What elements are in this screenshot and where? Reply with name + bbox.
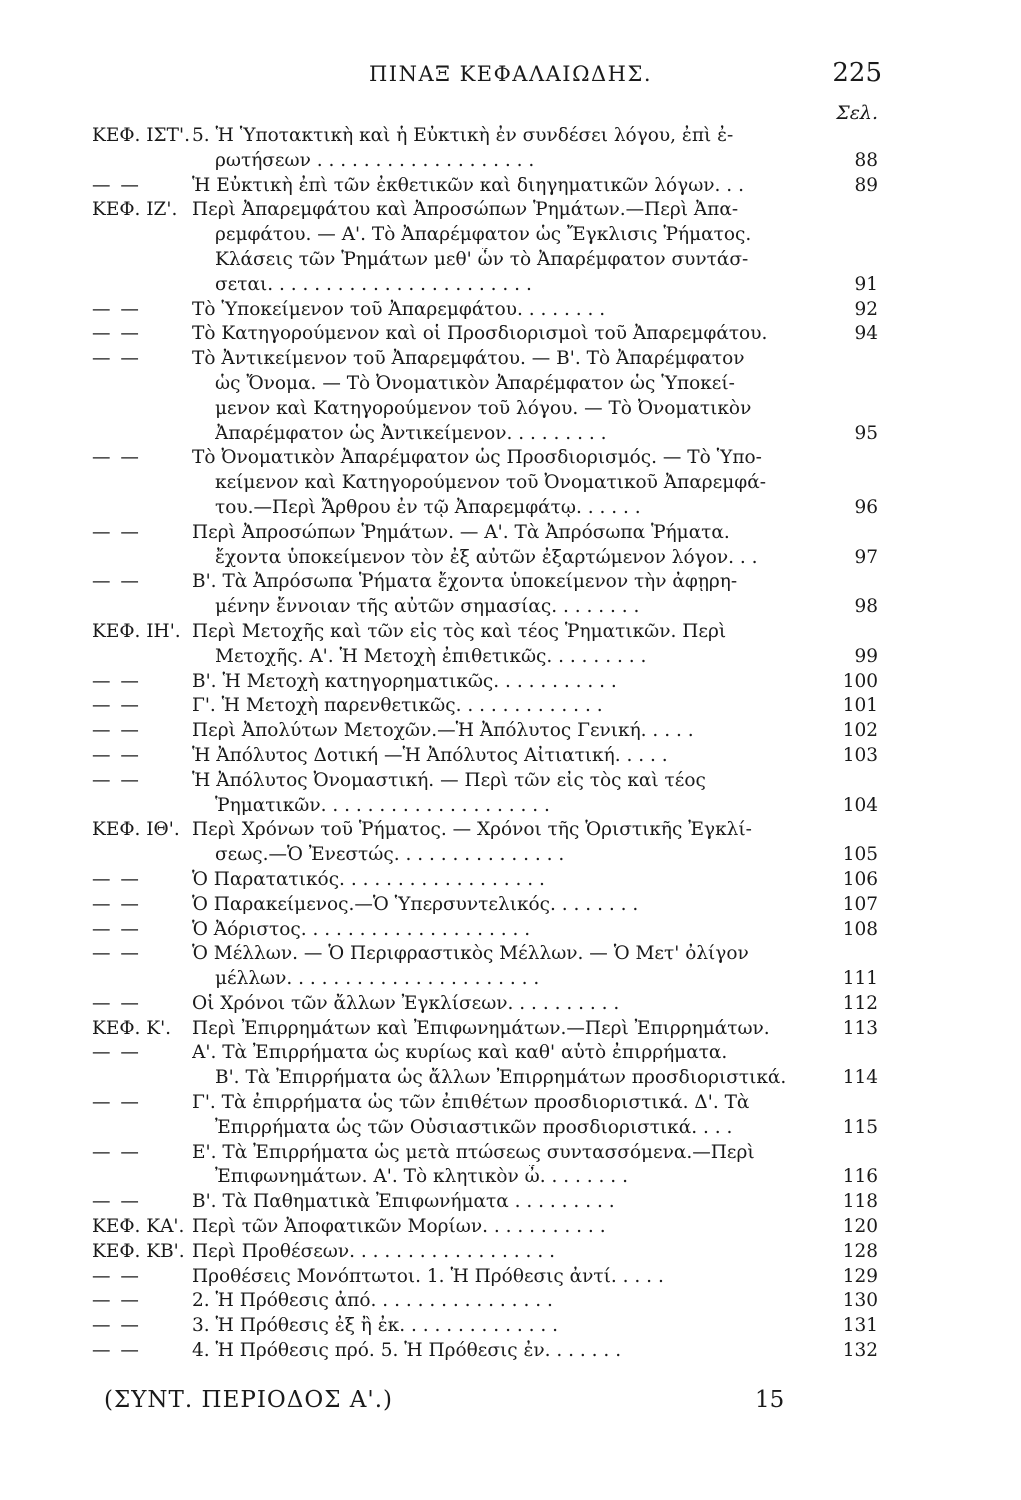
toc-line <box>0 198 1021 223</box>
toc-line <box>0 149 1021 174</box>
toc-entry-page: 116 <box>842 1166 878 1188</box>
toc-entry <box>0 521 1021 571</box>
toc-entry <box>0 347 1021 446</box>
toc-entry-text: 4. Ἡ Πρόθεσις πρό. 5. Ἡ Πρόθεσις ἐν. . . . . . . <box>192 1340 622 1362</box>
toc-entry-text: Γ'. Ἡ Μετοχὴ παρενθετικῶς. . . . . . . . . . . . . <box>192 695 603 717</box>
toc-entry-label: — — <box>92 918 141 940</box>
toc-line <box>0 422 1021 447</box>
toc-entry-text: Τὸ Ὀνοματικὸν Ἀπαρέμφατον ὡς Προσδιορισμός. — Τὸ Ὑπο- <box>192 447 762 469</box>
toc-entry-label: — — <box>92 695 141 717</box>
toc-line <box>0 1289 1021 1314</box>
toc-line <box>0 1017 1021 1042</box>
toc-line <box>0 769 1021 794</box>
toc-entry-text: Τὸ Κατηγορούμενον καὶ οἱ Προσδιορισμοὶ τοῦ Ἀπαρεμφάτου. <box>192 323 768 345</box>
toc-entry-text: Β'. Ἡ Μετοχὴ κατηγορηματικῶς. . . . . . . . . . . <box>192 670 617 692</box>
toc-entry-page: 106 <box>842 868 878 890</box>
toc-entry-page: 96 <box>854 496 878 518</box>
toc-entry-text: Περὶ Ἐπιρρημάτων καὶ Ἐπιφωνημάτων.—Περὶ Ἐπιρρημάτων. <box>192 1017 770 1039</box>
toc-entry <box>0 769 1021 819</box>
toc-entry-page: 95 <box>854 422 878 444</box>
toc-line <box>0 298 1021 323</box>
toc-entry <box>0 1314 1021 1339</box>
toc-entry-label: — — <box>92 1141 141 1163</box>
toc-entry-page: 88 <box>854 149 878 171</box>
toc-entry-page: 108 <box>842 918 878 940</box>
toc-entry-text: ρωτήσεων . . . . . . . . . . . . . . . . . . . <box>215 149 535 171</box>
toc-line <box>0 322 1021 347</box>
toc-entry-page: 103 <box>842 744 878 766</box>
toc-entry <box>0 198 1021 297</box>
toc-entry <box>0 1240 1021 1265</box>
toc-entry-text: Κλάσεις τῶν Ῥημάτων μεθ' ὧν τὸ Ἀπαρέμφατον συντάσ- <box>215 248 749 270</box>
toc-entry-label: — — <box>92 893 141 915</box>
toc-entry-label: — — <box>92 1092 141 1114</box>
toc-entry-label: ΚΕΦ. ΙΣΤ'. <box>92 125 190 146</box>
toc-line <box>0 1141 1021 1166</box>
toc-entry-text: Ἡ Ἀπόλυτος Δοτική —Ἡ Ἀπόλυτος Αἰτιατική. . . . . <box>192 744 668 766</box>
toc-entry-text: του.—Περὶ Ἄρθρου ἐν τῷ Ἀπαρεμφάτῳ. . . . . . <box>215 496 641 518</box>
toc-entry-text: Περὶ Προθέσεων. . . . . . . . . . . . . . . . . . <box>192 1240 555 1262</box>
toc-line <box>0 347 1021 372</box>
toc-line <box>0 670 1021 695</box>
toc-entry-text: κείμενον καὶ Κατηγορούμενον τοῦ Ὀνοματικοῦ Ἀπαρεμφά- <box>215 472 766 494</box>
toc-line <box>0 546 1021 571</box>
toc-line <box>0 248 1021 273</box>
toc-entry-page: 89 <box>854 174 878 196</box>
toc-entry-text: ἔχοντα ὑποκείμενον τὸν ἐξ αὐτῶν ἐξαρτώμενον λόγον. . . <box>215 546 758 568</box>
toc-entry-label: — — <box>92 769 141 791</box>
toc-entry-label: ΚΕΦ. ΙΖ'. <box>92 199 178 221</box>
toc-entry-page: 102 <box>842 720 878 742</box>
toc-entry-text: Περὶ Ἀπαρεμφάτου καὶ Ἀπροσώπων Ῥημάτων.—Περὶ Ἀπα- <box>192 199 739 221</box>
toc-entry-text: σεται. . . . . . . . . . . . . . . . . . . . . . . <box>215 273 532 295</box>
toc-entry-text: Β'. Τὰ Ἀπρόσωπα Ῥήματα ἔχοντα ὑποκείμενον τὴν ἀφῃρη- <box>192 571 738 593</box>
toc-entry-text: Ἀπαρέμφατον ὡς Ἀντικείμενον. . . . . . . . . <box>215 422 607 444</box>
toc-entry <box>0 694 1021 719</box>
toc-entry-label: — — <box>92 943 141 965</box>
page-column-label: Σελ. <box>836 102 878 124</box>
toc-entry-text: Ἐπιφωνημάτων. Α'. Τὸ κλητικὸν ὦ. . . . . . . . <box>215 1166 628 1188</box>
toc-entry-text: Μετοχῆς. Α'. Ἡ Μετοχὴ ἐπιθετικῶς. . . . . . . . . <box>215 645 647 667</box>
toc-line <box>0 471 1021 496</box>
toc-entry-label: ΚΕΦ. ΚΒ'. <box>92 1240 185 1262</box>
toc-line <box>0 620 1021 645</box>
toc-line <box>0 570 1021 595</box>
toc-entry <box>0 719 1021 744</box>
footer-signature: (ΣΥΝΤ. ΠΕΡΙΟΔΟΣ Α'.) <box>104 1387 394 1413</box>
toc-line <box>0 843 1021 868</box>
toc-entry <box>0 446 1021 520</box>
toc-entry <box>0 570 1021 620</box>
toc-entry <box>0 1041 1021 1091</box>
toc-entry-page: 101 <box>842 695 878 717</box>
toc-entry-page: 118 <box>842 1191 878 1213</box>
toc-entry-label: — — <box>92 1191 141 1213</box>
toc-entry-page: 115 <box>842 1116 878 1138</box>
toc-line <box>0 1339 1021 1364</box>
toc-entry-text: σεως.—Ὁ Ἐνεστώς. . . . . . . . . . . . . . . <box>215 844 565 866</box>
toc-line <box>0 942 1021 967</box>
toc-line <box>0 918 1021 943</box>
toc-entry-page: 98 <box>854 596 878 618</box>
toc-entry-text: Περὶ Ἀπροσώπων Ῥημάτων. — Α'. Τὰ Ἀπρόσωπα Ῥήματα. <box>192 521 730 543</box>
toc-line <box>0 893 1021 918</box>
toc-line <box>0 1066 1021 1091</box>
toc-entry <box>0 893 1021 918</box>
toc-entry-label: — — <box>92 174 141 196</box>
toc-entry-label: — — <box>92 323 141 345</box>
running-title: ΠΙΝΑΞ ΚΕΦΑΛΑΙΩΔΗΣ. <box>368 62 653 86</box>
toc-line <box>0 868 1021 893</box>
toc-line <box>0 1314 1021 1339</box>
toc-entry-page: 130 <box>842 1290 878 1312</box>
toc-entry-label: — — <box>92 1290 141 1312</box>
toc-entry-page: 129 <box>842 1265 878 1287</box>
toc-entry <box>0 1141 1021 1191</box>
toc-entry-label: — — <box>92 521 141 543</box>
toc-entry-text: Ε'. Τὰ Ἐπιρρήματα ὡς μετὰ πτώσεως συντασσόμενα.—Περὶ <box>192 1141 755 1163</box>
toc-entry-page: 131 <box>842 1315 878 1337</box>
toc-entry-text: Ἡ Ἀπόλυτος Ὀνομαστική. — Περὶ τῶν εἰς τὸς καὶ τέος <box>192 769 706 791</box>
toc-entry-page: 128 <box>842 1240 878 1262</box>
page-number: 225 <box>832 58 882 88</box>
toc-line <box>0 273 1021 298</box>
toc-line <box>0 1041 1021 1066</box>
toc-entry-label: — — <box>92 744 141 766</box>
toc-entry-page: 114 <box>842 1067 878 1089</box>
toc-entry-page: 113 <box>842 1017 878 1039</box>
toc-entry-label: ΚΕΦ. ΙΗ'. <box>92 620 181 642</box>
toc-entry-page: 97 <box>854 546 878 568</box>
toc-entry <box>0 1091 1021 1141</box>
toc-line <box>0 595 1021 620</box>
toc-line <box>0 719 1021 744</box>
toc-line <box>0 992 1021 1017</box>
toc-entry-label: — — <box>92 868 141 890</box>
toc-entry-label: — — <box>92 348 141 370</box>
toc-entry <box>0 992 1021 1017</box>
toc-entry-label: — — <box>92 447 141 469</box>
toc-line <box>0 1215 1021 1240</box>
toc-entry <box>0 1190 1021 1215</box>
toc-line <box>0 744 1021 769</box>
toc-line <box>0 1116 1021 1141</box>
toc-entry-label: — — <box>92 1265 141 1287</box>
toc-entry-label: — — <box>92 1340 141 1362</box>
toc-line <box>0 967 1021 992</box>
toc-entry-text: μένην ἔννοιαν τῆς αὐτῶν σημασίας. . . . . . . . <box>215 596 640 618</box>
toc-line <box>0 397 1021 422</box>
toc-entry-text: ὡς Ὄνομα. — Τὸ Ὀνοματικὸν Ἀπαρέμφατον ὡς Ὑποκεί- <box>215 372 735 394</box>
toc-entry <box>0 1017 1021 1042</box>
toc-entry-label: — — <box>92 1042 141 1064</box>
toc-entry-label: — — <box>92 298 141 320</box>
toc-entry-text: 5. Ἡ Ὑποτακτικὴ καὶ ἡ Εὐκτικὴ ἐν συνδέσει λόγου, ἐπὶ ἐ- <box>192 125 734 146</box>
toc-entry <box>0 868 1021 893</box>
toc-entry-text: 2. Ἡ Πρόθεσις ἀπό. . . . . . . . . . . . . . . . <box>192 1290 553 1312</box>
toc-entry-page: 105 <box>842 844 878 866</box>
toc-line <box>0 174 1021 199</box>
toc-entry-page: 100 <box>842 670 878 692</box>
toc-entry-text: Ὁ Μέλλων. — Ὁ Περιφραστικὸς Μέλλων. — Ὁ Μετ' ὀλίγον <box>192 943 749 965</box>
toc-entry-text: Ὁ Ἀόριστος. . . . . . . . . . . . . . . . . . . . <box>192 918 531 940</box>
toc-line <box>0 1165 1021 1190</box>
toc-entry-text: Προθέσεις Μονόπτωτοι. 1. Ἡ Πρόθεσις ἀντί. . . . . <box>192 1265 664 1287</box>
toc-entry-page: 112 <box>842 992 878 1014</box>
toc-line <box>0 496 1021 521</box>
toc-entry-label: ΚΕΦ. Κ'. <box>92 1017 172 1039</box>
toc-entry <box>0 322 1021 347</box>
toc-entry-text: Περὶ τῶν Ἀποφατικῶν Μορίων. . . . . . . . . . . <box>192 1216 606 1238</box>
toc-line <box>0 1091 1021 1116</box>
toc-line <box>0 124 1021 149</box>
toc-entry-text: ρεμφάτου. — Α'. Τὸ Ἀπαρέμφατον ὡς Ἔγκλισις Ῥήματος. <box>215 224 752 246</box>
toc-entry-label: — — <box>92 571 141 593</box>
toc-entry <box>0 1289 1021 1314</box>
toc-entry-text: Γ'. Τὰ ἐπιρρήματα ὡς τῶν ἐπιθέτων προσδιοριστικά. Δ'. Τὰ <box>192 1092 750 1114</box>
toc-entry <box>0 670 1021 695</box>
toc-entry <box>0 1265 1021 1290</box>
toc-entry-text: 3. Ἡ Πρόθεσις ἐξ ἢ ἐκ. . . . . . . . . . . . . . <box>192 1315 558 1337</box>
toc-entry <box>0 298 1021 323</box>
toc-entry <box>0 942 1021 992</box>
toc-entry-text: Περὶ Χρόνων τοῦ Ῥήματος. — Χρόνοι τῆς Ὁριστικῆς Ἐγκλί- <box>192 819 752 841</box>
toc-entry-page: 91 <box>854 273 878 295</box>
toc-entry-text: Ἡ Εὐκτικὴ ἐπὶ τῶν ἐκθετικῶν καὶ διηγηματικῶν λόγων. . . <box>192 174 744 196</box>
toc-line <box>0 645 1021 670</box>
toc-entry-text: Περὶ Ἀπολύτων Μετοχῶν.—Ἡ Ἀπόλυτος Γενική. . . . . <box>192 720 694 742</box>
toc-entry-page: 99 <box>854 645 878 667</box>
toc-line <box>0 1190 1021 1215</box>
toc-entry <box>0 1339 1021 1364</box>
toc-entry-page: 92 <box>854 298 878 320</box>
toc-line <box>0 372 1021 397</box>
toc-entry-page: 94 <box>854 323 878 345</box>
toc-entry-text: Ὁ Παρατατικός. . . . . . . . . . . . . . . . . . <box>192 868 545 890</box>
toc-line <box>0 1240 1021 1265</box>
toc-line <box>0 521 1021 546</box>
toc-entry-text: Ἐπιρρήματα ὡς τῶν Οὐσιαστικῶν προσδιοριστικά. . . . <box>215 1116 733 1138</box>
toc-entry-label: ΚΕΦ. ΙΘ'. <box>92 819 180 841</box>
table-of-contents <box>0 124 1021 1364</box>
toc-entry-text: Β'. Τὰ Παθηματικὰ Ἐπιφωνήματα . . . . . . . . . <box>192 1191 615 1213</box>
toc-entry <box>0 124 1021 174</box>
toc-entry-text: Οἱ Χρόνοι τῶν ἄλλων Ἐγκλίσεων. . . . . . . . . . <box>192 992 620 1014</box>
toc-entry-label: — — <box>92 670 141 692</box>
toc-entry-page: 104 <box>842 794 878 816</box>
toc-line <box>0 1265 1021 1290</box>
toc-line <box>0 794 1021 819</box>
toc-entry-label: ΚΕΦ. ΚΑ'. <box>92 1216 185 1238</box>
toc-entry <box>0 1215 1021 1240</box>
toc-entry-text: Τὸ Ὑποκείμενον τοῦ Ἀπαρεμφάτου. . . . . . . . <box>192 298 606 320</box>
toc-entry-label: — — <box>92 992 141 1014</box>
toc-entry <box>0 818 1021 868</box>
toc-entry-page: 132 <box>842 1340 878 1362</box>
toc-entry-label: — — <box>92 1315 141 1337</box>
toc-entry-text: Β'. Τὰ Ἐπιρρήματα ὡς ἄλλων Ἐπιρρημάτων προσδιοριστικά. <box>215 1067 787 1089</box>
toc-line <box>0 223 1021 248</box>
toc-entry-text: Τὸ Ἀντικείμενον τοῦ Ἀπαρεμφάτου. — Β'. Τὸ Ἀπαρέμφατον <box>192 348 745 370</box>
footer-sheet-number: 15 <box>755 1387 785 1413</box>
toc-entry-text: Α'. Τὰ Ἐπιρρήματα ὡς κυρίως καὶ καθ' αὑτὸ ἐπιρρήματα. <box>192 1042 728 1064</box>
toc-entry-text: μέλλων. . . . . . . . . . . . . . . . . . . . . . <box>215 968 540 990</box>
toc-entry <box>0 174 1021 199</box>
toc-entry-page: 107 <box>842 893 878 915</box>
toc-entry <box>0 744 1021 769</box>
toc-entry-text: Ῥηματικῶν. . . . . . . . . . . . . . . . . . . . <box>215 794 550 816</box>
toc-entry-page: 111 <box>842 968 878 990</box>
toc-entry <box>0 620 1021 670</box>
toc-entry-text: Περὶ Μετοχῆς καὶ τῶν εἰς τὸς καὶ τέος Ῥηματικῶν. Περὶ <box>192 620 727 642</box>
toc-line <box>0 818 1021 843</box>
toc-line <box>0 694 1021 719</box>
toc-entry-page: 120 <box>842 1216 878 1238</box>
toc-entry-label: — — <box>92 720 141 742</box>
toc-entry <box>0 918 1021 943</box>
toc-entry-text: Ὁ Παρακείμενος.—Ὁ Ὑπερσυντελικός. . . . . . . . <box>192 893 639 915</box>
toc-line <box>0 446 1021 471</box>
toc-entry-text: μενον καὶ Κατηγορούμενον τοῦ λόγου. — Τὸ Ὀνοματικὸν <box>215 397 752 419</box>
